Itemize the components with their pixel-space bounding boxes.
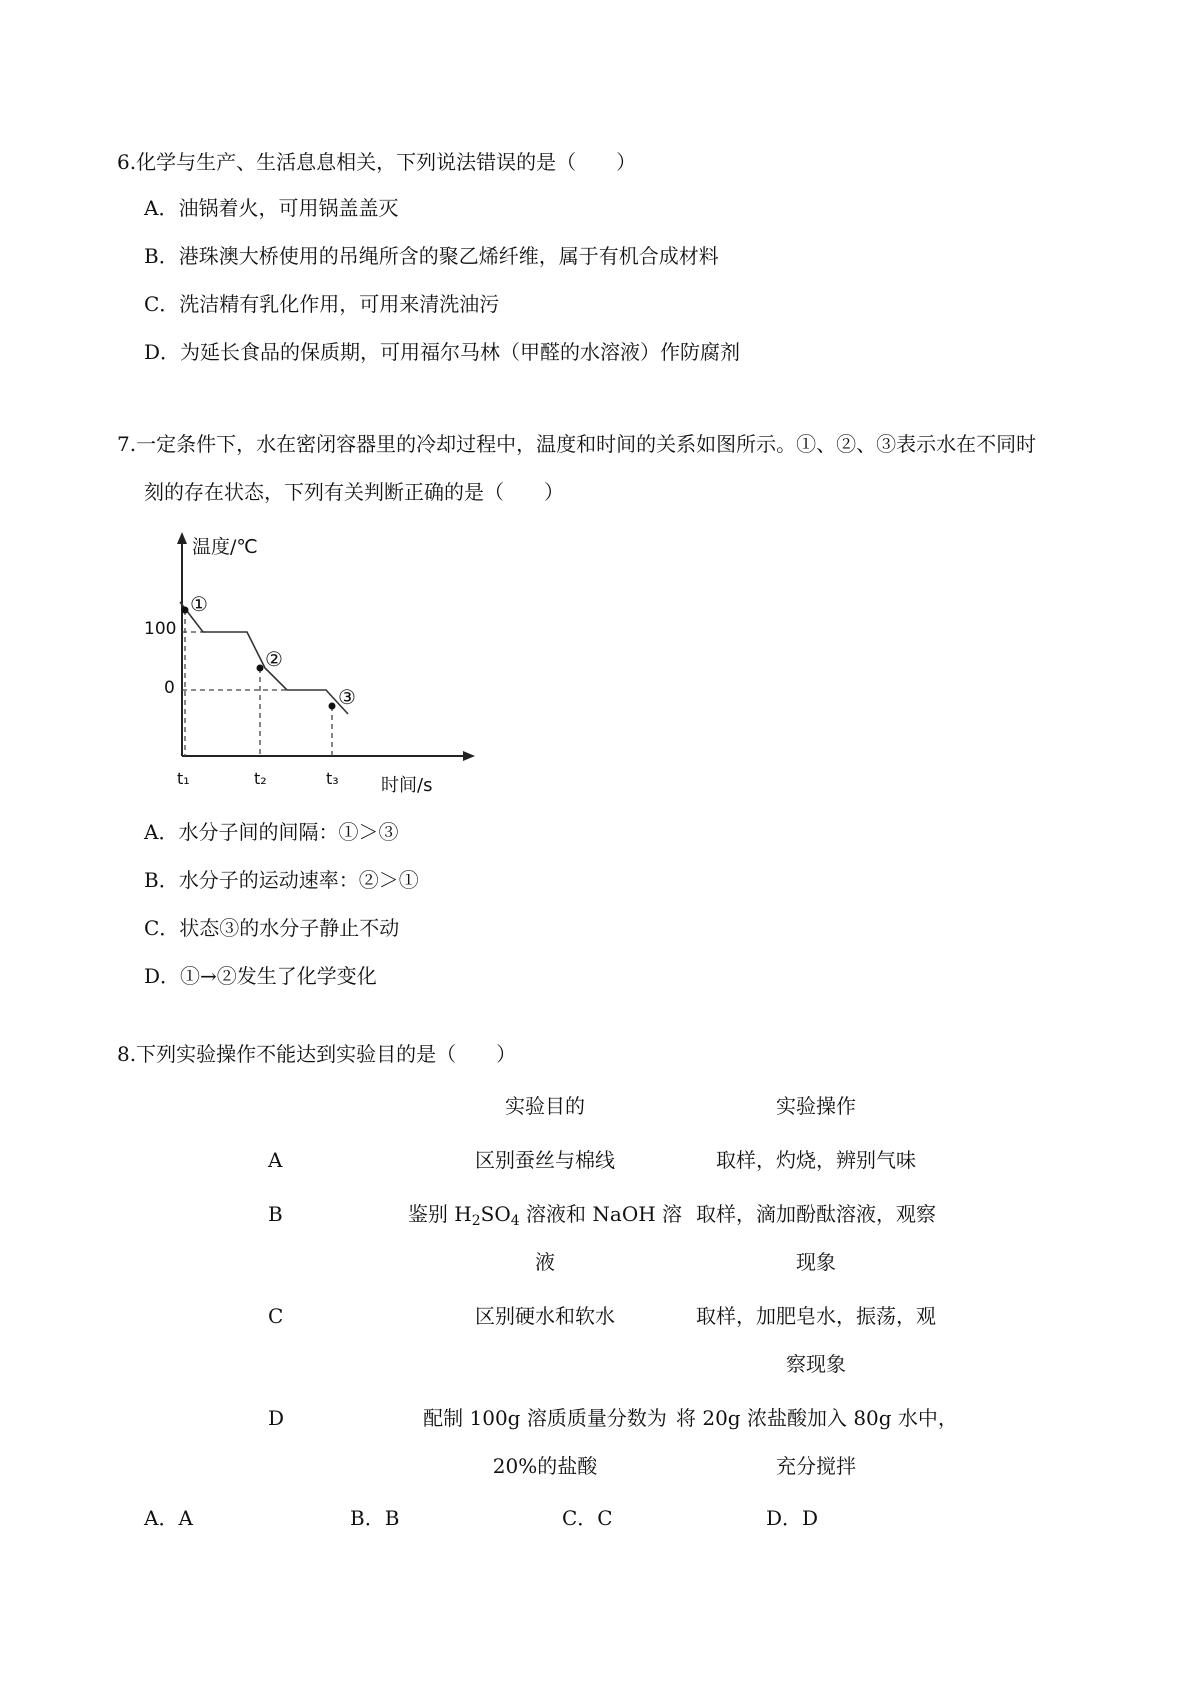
q8-choice-b: B．B — [350, 1506, 400, 1530]
y-axis-label: 温度/℃ — [192, 536, 258, 558]
state-point-2 — [257, 665, 264, 672]
table-row-c-operation-line2: 察现象 — [786, 1352, 846, 1376]
q6-option-a: A．油锅着火，可用锅盖盖灭 — [144, 196, 399, 220]
state-label-2: ② — [265, 647, 283, 671]
x-axis-arrow — [463, 751, 475, 761]
q7-option-b: B．水分子的运动速率：②＞① — [144, 868, 419, 892]
table-row-b-operation: 取样，滴加酚酞溶液，观察 — [696, 1202, 936, 1226]
x-tick-t2: t₂ — [254, 769, 267, 788]
table-row-a-operation: 取样，灼烧，辨别气味 — [716, 1148, 916, 1172]
q8-choice-c: C．C — [562, 1506, 613, 1530]
state-point-1 — [182, 607, 189, 614]
state-label-3: ③ — [338, 685, 356, 709]
q7-stem-line2: 刻的存在状态，下列有关判断正确的是（ ） — [144, 480, 564, 504]
q6-option-d: D．为延长食品的保质期，可用福尔马林（甲醛的水溶液）作防腐剂 — [144, 340, 741, 364]
table-row-c-purpose: 区别硬水和软水 — [475, 1304, 615, 1328]
table-row-label-c: C — [268, 1304, 284, 1328]
state-point-3 — [329, 703, 336, 710]
q7-option-a: A．水分子间的间隔：①＞③ — [144, 820, 399, 844]
x-tick-t3: t₃ — [326, 769, 339, 788]
table-row-label-a: A — [268, 1148, 283, 1172]
y-tick-100: 100 — [144, 619, 177, 639]
table-row-d-purpose-line2: 20%的盐酸 — [492, 1454, 598, 1478]
table-row-label-d: D — [268, 1406, 285, 1430]
table-row-d-operation-line2: 充分搅拌 — [776, 1454, 856, 1478]
q7-stem-line1: 7.一定条件下，水在密闭容器里的冷却过程中，温度和时间的关系如图所示。①、②、③表示水在不同时 — [117, 432, 1037, 456]
temperature-time-graph — [130, 526, 490, 798]
table-row-d-purpose: 配制 100g 溶质质量分数为 — [423, 1406, 667, 1430]
table-row-c-operation: 取样，加肥皂水，振荡，观 — [696, 1304, 936, 1328]
q6-stem: 6.化学与生产、生活息息相关，下列说法错误的是（ ） — [117, 150, 637, 174]
table-row-d-operation: 将 20g 浓盐酸加入 80g 水中， — [676, 1406, 958, 1430]
q7-option-d: D．①→②发生了化学变化 — [144, 964, 377, 988]
table-header-operation: 实验操作 — [776, 1094, 856, 1118]
table-row-b-purpose-line2: 液 — [535, 1250, 555, 1274]
table-row-a-purpose: 区别蚕丝与棉线 — [475, 1148, 615, 1172]
x-tick-t1: t₁ — [177, 769, 190, 788]
x-axis-label: 时间/s — [381, 775, 433, 796]
table-header-purpose: 实验目的 — [505, 1094, 585, 1118]
q8-choice-a: A．A — [144, 1506, 193, 1530]
state-label-1: ① — [190, 592, 208, 616]
q6-option-c: C．洗洁精有乳化作用，可用来清洗油污 — [144, 292, 500, 316]
q7-option-c: C．状态③的水分子静止不动 — [144, 916, 400, 940]
q6-option-b: B．港珠澳大桥使用的吊绳所含的聚乙烯纤维，属于有机合成材料 — [144, 244, 719, 268]
y-tick-0: 0 — [164, 678, 175, 698]
q8-stem: 8.下列实验操作不能达到实验目的是（ ） — [117, 1042, 517, 1066]
cooling-curve — [180, 602, 348, 714]
table-row-b-purpose: 鉴别 $H_2SO_4$ 溶液和 NaOH 溶 — [407, 1202, 683, 1229]
q8-choice-d: D．D — [766, 1506, 819, 1530]
table-row-b-operation-line2: 现象 — [796, 1250, 836, 1274]
table-row-label-b: B — [268, 1202, 283, 1226]
y-axis-arrow — [177, 532, 187, 544]
